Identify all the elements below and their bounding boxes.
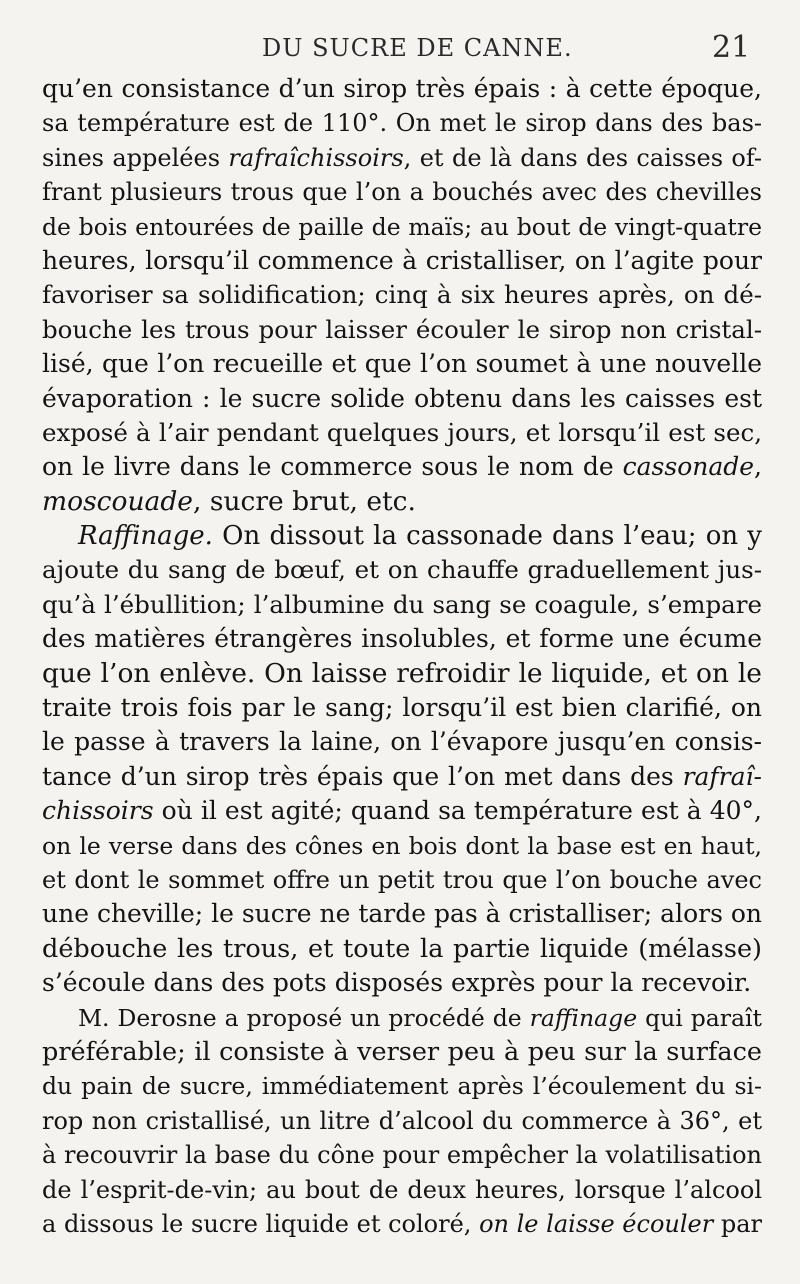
text-line (42, 519, 762, 553)
text-segment: par (713, 1209, 762, 1238)
text-line: du pain de sucre, immédiatement après l’écoulement du si- (42, 1072, 762, 1101)
text-line: exposé à l’air pendant quelques jours, et lorsqu’il est sec, (42, 417, 762, 447)
text-line: de l’esprit-de-vin; au bout de deux heures, lorsque l’alcool (42, 1175, 762, 1204)
text-segment: On dissout la cassonade dans l’eau; on y (212, 521, 762, 552)
text-line (42, 760, 762, 794)
text-line: débouche les trous, et toute la partie liquide (mélasse) (42, 933, 762, 964)
chapter-title: DU SUCRE DE CANNE. (262, 34, 573, 62)
text-segment: tance d’un sirop très épais que l’on met dans des (42, 761, 683, 791)
text-segment: , (754, 452, 762, 482)
body-text (42, 72, 762, 1241)
italic-term: Raffinage. (78, 521, 213, 552)
italic-term: rafraîchissoirs (228, 143, 404, 172)
text-line: à recouvrir la base du cône pour empêcher la volatilisation (42, 1141, 762, 1170)
text-segment: , et de là dans des caisses of- (403, 143, 763, 172)
text-line (42, 794, 762, 828)
text-line (42, 1001, 762, 1035)
text-line: qu’à l’ébullition; l’albumine du sang se coagule, s’empare (42, 589, 762, 619)
italic-term: chissoirs (42, 796, 154, 826)
text-line (42, 485, 762, 519)
text-line: préférable; il consiste à verser peu à peu sur la surface (42, 1036, 762, 1067)
text-line: favoriser sa solidification; cinq à six heures après, on dé- (42, 280, 762, 310)
running-header (0, 28, 800, 68)
text-line: qu’en consistance d’un sirop très épais : à cette époque, (42, 74, 762, 103)
text-line: frant plusieurs trous que l’on a bouchés avec des chevilles (42, 178, 762, 207)
italic-term: raffinage (529, 1003, 638, 1032)
italic-term: moscouade (42, 485, 193, 517)
page-number: 21 (712, 30, 751, 65)
text-line: le passe à travers la laine, on l’évapore jusqu’en consis- (42, 727, 762, 757)
text-line: de bois entourées de paille de maïs; au bout de vingt-quatre (42, 212, 762, 241)
text-line (42, 1207, 762, 1241)
text-line: lisé, que l’on recueille et que l’on soumet à une nouvelle (42, 349, 762, 379)
text-segment: on le livre dans le commerce sous le nom de (42, 452, 623, 482)
text-segment: où il est agité; quand sa température est à 40°, (153, 796, 762, 826)
text-line: des matières étrangères insolubles, et forme une écume (42, 624, 762, 654)
text-line (42, 141, 762, 175)
text-line: heures, lorsqu’il commence à cristalliser, on l’agite pour (42, 245, 762, 275)
text-line: sa température est de 110°. On met le sirop dans des bas- (42, 109, 762, 138)
text-segment: M. Derosne a proposé un procédé de (78, 1003, 530, 1032)
text-line: rop non cristallisé, un litre d’alcool du commerce à 36°, et (42, 1106, 762, 1135)
text-line: bouche les trous pour laisser écouler le sirop non cristal- (42, 314, 762, 344)
text-segment: qui paraît (637, 1003, 762, 1032)
text-line: évaporation : le sucre solide obtenu dans les caisses est (42, 383, 762, 413)
text-line: traite trois fois par le sang; lorsqu’il est bien clarifié, on (42, 693, 762, 723)
text-segment: , sucre brut, etc. (193, 485, 416, 517)
text-line: et dont le sommet offre un petit trou que l’on bouche avec (42, 865, 762, 894)
text-line (42, 450, 762, 484)
text-segment: sines appelées (42, 143, 229, 172)
text-segment: a dissous le sucre liquide et coloré, (42, 1209, 480, 1238)
text-line: une cheville; le sucre ne tarde pas à cristalliser; alors on (42, 899, 762, 929)
italic-term: on le laisse écouler (479, 1209, 714, 1238)
text-line: que l’on enlève. On laisse refroidir le liquide, et on le (42, 657, 762, 689)
italic-term: cassonade (622, 452, 755, 482)
italic-term: rafraî- (682, 761, 762, 791)
text-line: s’écoule dans des pots disposés exprès pour la recevoir. (42, 968, 752, 998)
text-line: ajoute du sang de bœuf, et on chauffe graduellement jus- (42, 555, 762, 585)
text-line: on le verse dans des cônes en bois dont la base est en haut, (42, 831, 762, 860)
